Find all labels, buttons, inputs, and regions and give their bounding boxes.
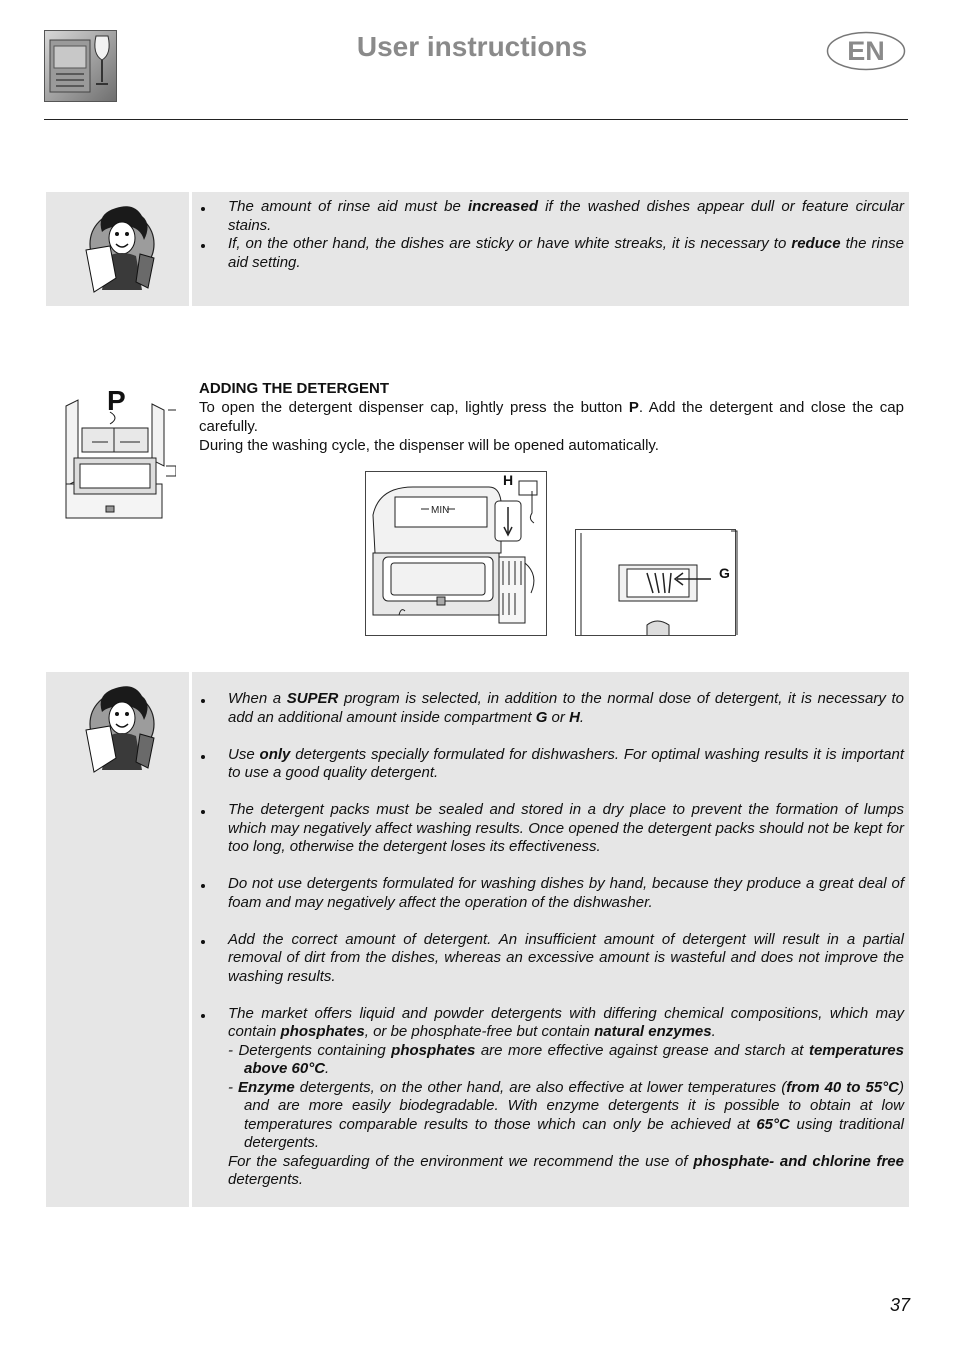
figure-label-min: MIN	[431, 505, 450, 516]
detergent-instructions: To open the detergent dispenser cap, lightly press the button P. Add the detergent and close the cap carefully. During the washing cycle, the dispenser will be opened automatically.	[199, 399, 904, 454]
dispenser-button-p-figure	[62, 382, 176, 520]
list-item-note: For the safeguarding of the environment we recommend the use of phosphate- and chlorine free detergents.	[228, 1152, 904, 1188]
button-p-ref: P	[628, 399, 639, 416]
list-item: Use only detergents specially formulated for dishwashers. For optimal washing results it is important to use a good quality detergent.	[199, 746, 904, 783]
dispenser-compartment-g-figure	[575, 529, 738, 636]
language-label: EN	[847, 36, 885, 66]
tip-list-rinse-aid	[199, 198, 904, 272]
sub-item: - Enzyme detergents, on the other hand, are also effective at lower temperatures (from 40 to 55°C) and are more easily biodegradable. With enzyme detergents it is possible to obtain at low temperatures comparable results to those which can only be achieved at 65°C using traditional detergents.	[228, 1078, 904, 1151]
list-item: When a SUPER program is selected, in addition to the normal dose of detergent, it is necessary to add an additional amount inside compartment G or H.	[199, 690, 904, 727]
list-item: If, on the other hand, the dishes are sticky or have white streaks, it is necessary to reduce the rinse aid setting.	[199, 235, 904, 272]
list-item: The market offers liquid and powder detergents with differing chemical compositions, which may contain phosphates, or be phosphate-free but contain natural enzymes. - Detergents containing phosphates are more effective against grease and starch at temperatures above 60°C. - Enzyme detergents, on the other hand, are also effective at lower temperatures (from 40 to 55°C) and are more easily biodegradable. With enzyme detergents it is possible to obtain at low temperatures comparable results to those which can only be achieved at 65°C using traditional detergents. For the safeguarding of the environment we recommend the use of phosphate- and chlorine free detergents.	[199, 1005, 904, 1190]
figure-label-p: P	[107, 385, 126, 416]
section-title-adding-detergent: ADDING THE DETERGENT	[199, 380, 390, 397]
page-number: 37	[889, 1295, 910, 1315]
list-item: Add the correct amount of detergent. An insufficient amount of detergent will result in a partial removal of dirt from the dishes, whereas an excessive amount is wasteful and does not improve the washing results.	[199, 931, 904, 987]
figure-label-g: G	[719, 565, 730, 581]
list-item: The amount of rinse aid must be increased if the washed dishes appear dull or feature circular stains.	[199, 198, 904, 235]
figure-label-h: H	[503, 472, 514, 488]
assistant-character-icon	[80, 204, 162, 296]
list-item: The detergent packs must be sealed and stored in a dry place to prevent the formation of lumps which may negatively affect washing results. Once opened the detergent packs should not be kept for too long, otherwise the detergent loses its effectiveness.	[199, 801, 904, 857]
tip-list-detergent	[199, 690, 904, 1190]
sub-item: - Detergents containing phosphates are more effective against grease and starch at temperatures above 60°C.	[228, 1041, 904, 1077]
list-item: Do not use detergents formulated for washing dishes by hand, because they produce a great deal of foam and may negatively affect the operation of the dishwasher.	[199, 875, 904, 912]
assistant-character-icon	[80, 684, 162, 776]
dispenser-compartment-h-figure	[365, 471, 547, 636]
header-divider	[44, 119, 908, 120]
page-title: User instructions	[356, 31, 588, 62]
